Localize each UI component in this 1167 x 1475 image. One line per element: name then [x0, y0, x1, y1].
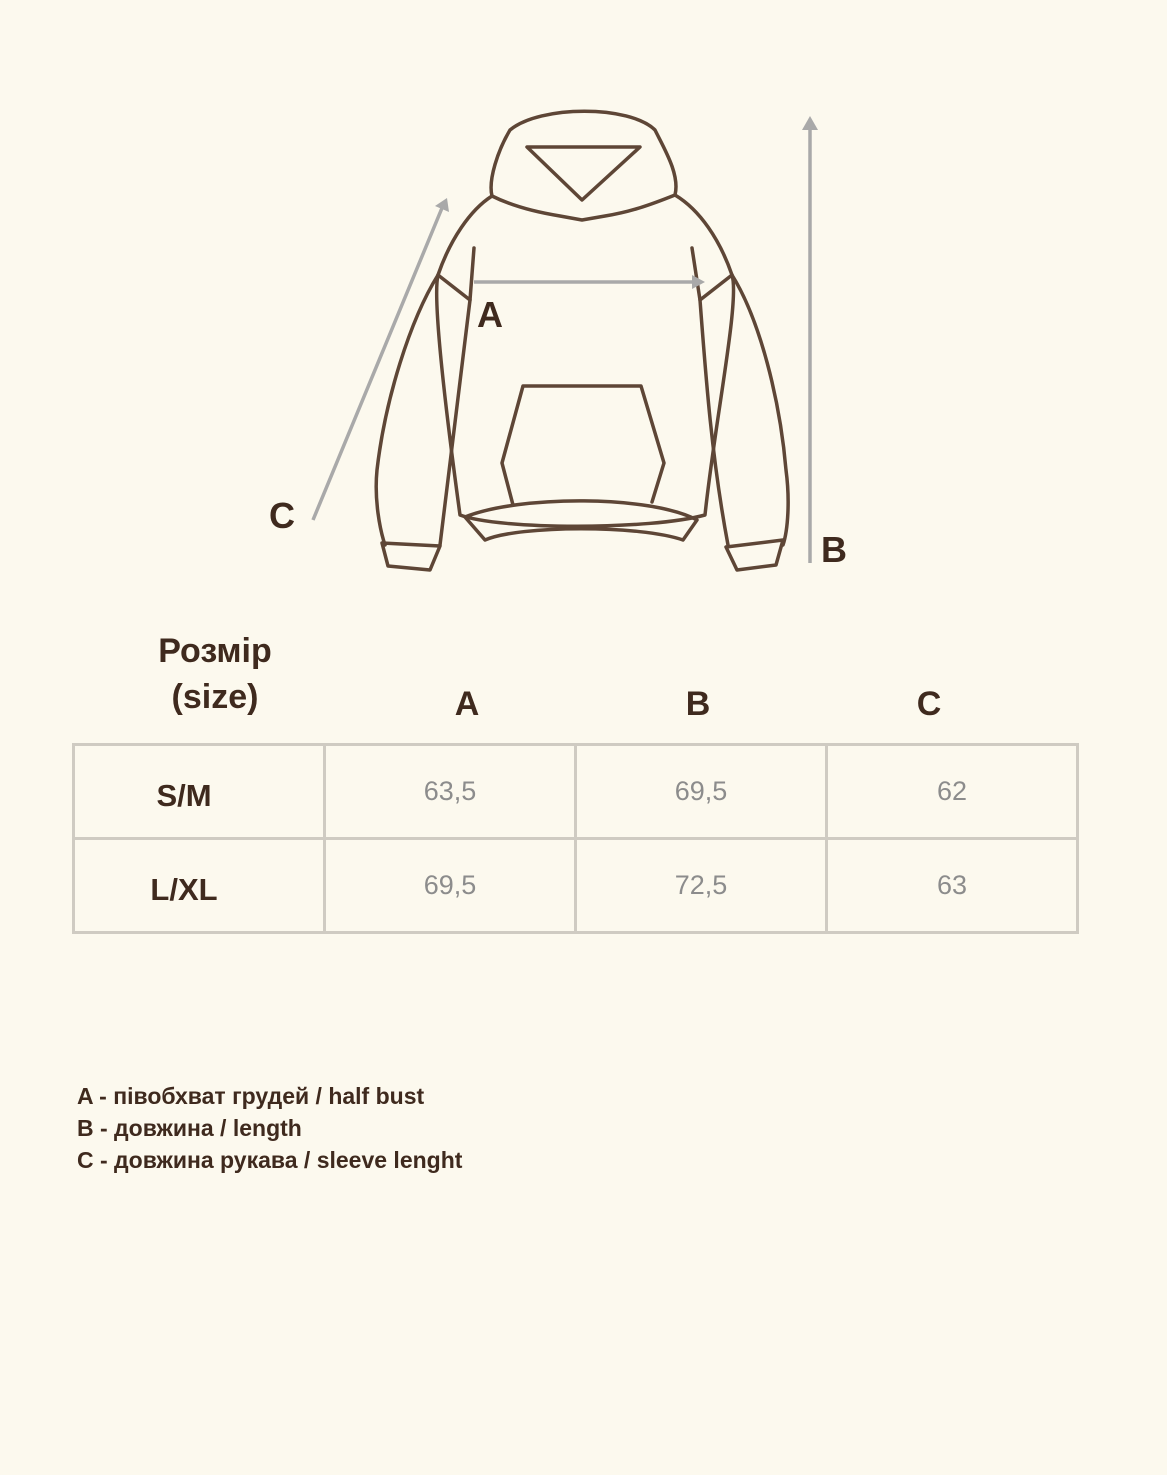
size-cell — [74, 745, 325, 839]
left-sleeve — [376, 275, 438, 545]
size-label: L/XL — [150, 871, 218, 907]
legend-item-b: B - довжина / length — [77, 1115, 302, 1141]
table-row — [74, 839, 1078, 933]
hoodie-outline — [376, 111, 788, 570]
kangaroo-pocket — [502, 386, 664, 505]
body — [437, 195, 734, 526]
hood-opening — [527, 147, 640, 200]
label-b: B — [821, 529, 847, 570]
size-heading-english: (size) — [171, 678, 259, 716]
value-b: 72,5 — [674, 870, 728, 900]
column-heading-a: A — [454, 685, 480, 723]
size-column-heading — [120, 628, 310, 720]
left-sleeve-inner — [440, 300, 470, 545]
column-heading-b: B — [685, 685, 711, 723]
hoodie-measurement-diagram — [0, 0, 1167, 600]
arrow-b-head — [802, 116, 818, 130]
value-cell-a — [325, 745, 576, 839]
value-cell-a — [325, 839, 576, 933]
value-cell-c — [827, 839, 1078, 933]
value-a: 69,5 — [423, 870, 477, 900]
value-cell-c — [827, 745, 1078, 839]
value-a: 63,5 — [423, 776, 477, 806]
size-cell — [74, 839, 325, 933]
size-heading-ukrainian: Розмір — [158, 632, 272, 670]
left-shoulder-seam — [438, 248, 474, 300]
waistband — [465, 501, 697, 540]
size-label: S/M — [156, 777, 212, 813]
column-heading-c: C — [916, 685, 942, 723]
value-cell-b — [576, 745, 827, 839]
measurement-legend — [77, 1080, 462, 1176]
value-cell-b — [576, 839, 827, 933]
legend-item-c: C - довжина рукава / sleeve lenght — [77, 1147, 463, 1173]
value-c: 63 — [936, 870, 968, 900]
value-c: 62 — [936, 776, 968, 806]
right-sleeve — [732, 275, 788, 545]
table-row — [74, 745, 1078, 839]
value-b: 69,5 — [674, 776, 728, 806]
hood — [491, 111, 676, 220]
right-cuff — [726, 540, 783, 570]
label-c: C — [269, 495, 295, 536]
legend-item-a: A - півобхват грудей / half bust — [77, 1083, 425, 1109]
size-table — [72, 743, 1079, 934]
label-a: A — [477, 294, 503, 335]
left-cuff — [382, 543, 440, 570]
